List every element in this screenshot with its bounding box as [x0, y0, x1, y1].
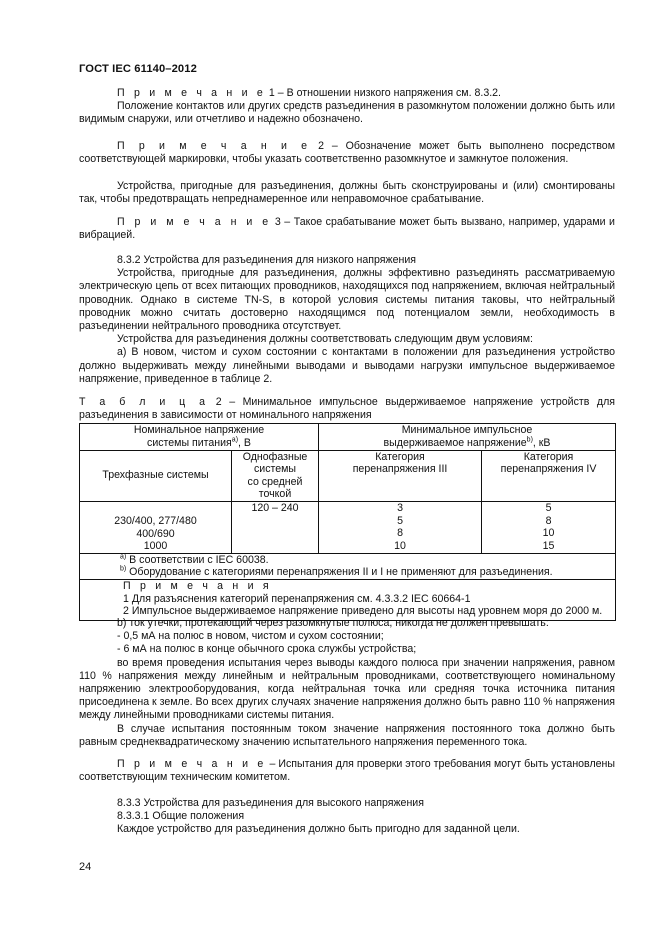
table-notes-row [80, 579, 616, 620]
table-cell: 10 [542, 527, 555, 540]
paragraph-condition-b: b) ток утечки, протекающий через разомкнутые полюса, никогда не должен превышать: [117, 617, 549, 629]
footnote-b: $^{b)}$ Оборудование с категориями перенапряжения II и I не применяют для разъединения. [120, 565, 553, 579]
note-tc-block [79, 758, 615, 784]
table-footnotes-row [80, 553, 616, 579]
paragraph-dc-test: В случае испытания постоянным током значение напряжения постоянного тока должно быть равным среднеквадратическому значению испытательного напряжения переменного тока. [79, 722, 615, 748]
note-label: П р и м е ч а н и е [117, 216, 272, 228]
notes-title: П р и м е ч а н и я [123, 579, 272, 592]
table-label: Т а б л и ц а [79, 396, 209, 408]
subsection-heading: 8.3.3.1 Общие положения [117, 810, 245, 823]
table-footnotes [80, 553, 616, 579]
paragraph-isolation: Устройства, пригодные для разъединения, должны эффективно разъединять рассматриваемую электрическую цепь от всех питающих проводников, находящихся под напряжением, включая нейтральный проводник. Однако в системе TN-S, в которой условия системы питания таковы, что нейтральный проводник можно считать достоверно находящимся под потенциалом земли, необходимость в разъединении нейтрального проводника отсутствует. [79, 267, 615, 333]
footnote-a: $^{а)}$ В соответствии с IEC 60038. [120, 553, 269, 566]
note-2-block [79, 140, 615, 166]
note-tech-committee: П р и м е ч а н и е – Испытания для проверки этого требования могут быть установлены соответствующим техническим комитетом. [79, 758, 615, 784]
table-2 [79, 423, 616, 620]
table-notes [80, 579, 616, 620]
table-cell: 10 [394, 539, 406, 552]
section-8-3-2 [79, 254, 615, 386]
table-2-block [79, 396, 615, 621]
header-min-impulse-voltage: Минимальное импульсное выдерживаемое напряжение$^{b)}$, кВ [319, 424, 616, 450]
leakage-block [79, 617, 615, 749]
paragraph-conditions: Устройства для разъединения должны соответствовать следующим двум условиям: [117, 333, 533, 346]
paragraph-general: Каждое устройство для разъединения должно быть пригодно для заданной цели. [117, 823, 520, 836]
note-3-block [79, 216, 615, 242]
table-cell: 5 [545, 501, 552, 514]
table-cell: 3 [397, 501, 403, 514]
table-subheader-row [80, 450, 616, 501]
paragraph-condition-a: а) В новом, чистом и сухом состоянии с контактами в положении для разъединения устройство должно выдерживать между линейными выводами и выводами нагрузки импульсное выдерживаемое напряжение, приведенное в таблице 2. [79, 346, 615, 385]
note-1-block [79, 87, 615, 127]
list-item: - 6 мА на полюс в конце обычного срока службы устройства; [117, 643, 417, 656]
paragraph-contacts: Положение контактов или других средств разъединения в разомкнутом положении должно быть или видимым снаружи, или отчетливо и надежно обозначено. [79, 100, 615, 126]
table-cell: 120 – 240 [251, 501, 299, 514]
page-number: 24 [79, 861, 92, 873]
document-header: ГОСТ IEC 61140–2012 [79, 63, 197, 75]
header-single-phase: Однофазные системы со средней точкой [232, 450, 319, 501]
column-category-3 [319, 501, 482, 553]
table-caption: Т а б л и ц а 2 – Минимальное импульсное выдерживаемое напряжение устройств для разъединения в зависимости от номинального напряжения [79, 396, 615, 422]
paragraph-test-voltage: во время проведения испытания через выводы каждого полюса при значении напряжения, равном 110 % напряжения между линейным и нейтральным проводниками, соответствующего номинальному напряжению электрооборудования, когда нейтральная точка или средняя точка источника питания присоединена к земле. Во всех других случаях значение напряжения должно быть равно 110 % напряжения между линейными проводниками системы питания. [79, 656, 615, 722]
header-nominal-voltage: Номинальное напряжение системы питания$^{а)}$, В [80, 424, 319, 450]
section-heading: 8.3.2 Устройства для разъединения для низкого напряжения [117, 254, 417, 266]
section-heading: 8.3.3 Устройства для разъединения для высокого напряжения [117, 797, 424, 809]
table-cell: 8 [397, 527, 403, 540]
table-note-2: 2 Импульсное выдерживаемое напряжение приведено для высоты над уровнем моря до 2000 м. [123, 605, 603, 618]
table-data-block [80, 501, 616, 553]
list-item: - 0,5 мА на полюс в новом, чистом и сухом состоянии; [117, 630, 384, 643]
header-category-4: Категория перенапряжения IV [482, 450, 616, 501]
note-label: П р и м е ч а н и е [117, 140, 311, 152]
note-1: П р и м е ч а н и е 1 – В отношении низкого напряжения см. 8.3.2. [117, 87, 501, 99]
table-cell: 1000 [143, 540, 168, 553]
table-cell: 230/400, 277/480 [114, 514, 197, 527]
devices-block [79, 180, 615, 206]
column-category-4 [482, 501, 616, 553]
header-three-phase: Трехфазные системы [80, 450, 232, 501]
column-single-phase [232, 501, 319, 553]
table-note-1: 1 Для разъяснения категорий перенапряжения см. 4.3.3.2 IEC 60664-1 [123, 592, 471, 605]
table-cell: 5 [397, 514, 403, 527]
header-category-3: Категория перенапряжения III [319, 450, 482, 501]
paragraph-devices: Устройства, пригодные для разъединения, должны быть сконструированы и (или) смонтированы так, чтобы предотвращать непреднамеренное или неправомочное срабатывание. [79, 180, 615, 206]
note-label: П р и м е ч а н и е [117, 758, 267, 770]
column-three-phase [80, 501, 232, 553]
table-cell: 400/690 [136, 527, 175, 540]
note-label: П р и м е ч а н и е [117, 87, 266, 99]
table-cell: 8 [545, 514, 552, 527]
section-8-3-3 [79, 797, 615, 837]
note-3: П р и м е ч а н и е 3 – Такое срабатывание может быть вызвано, например, ударами и вибрацией. [79, 216, 615, 242]
table-header-row [80, 424, 616, 450]
table-cell: 15 [542, 539, 555, 552]
note-2: П р и м е ч а н и е 2 – Обозначение может быть выполнено посредством соответствующей маркировки, чтобы указать соответственно разомкнутое и замкнутое положения. [79, 140, 615, 166]
